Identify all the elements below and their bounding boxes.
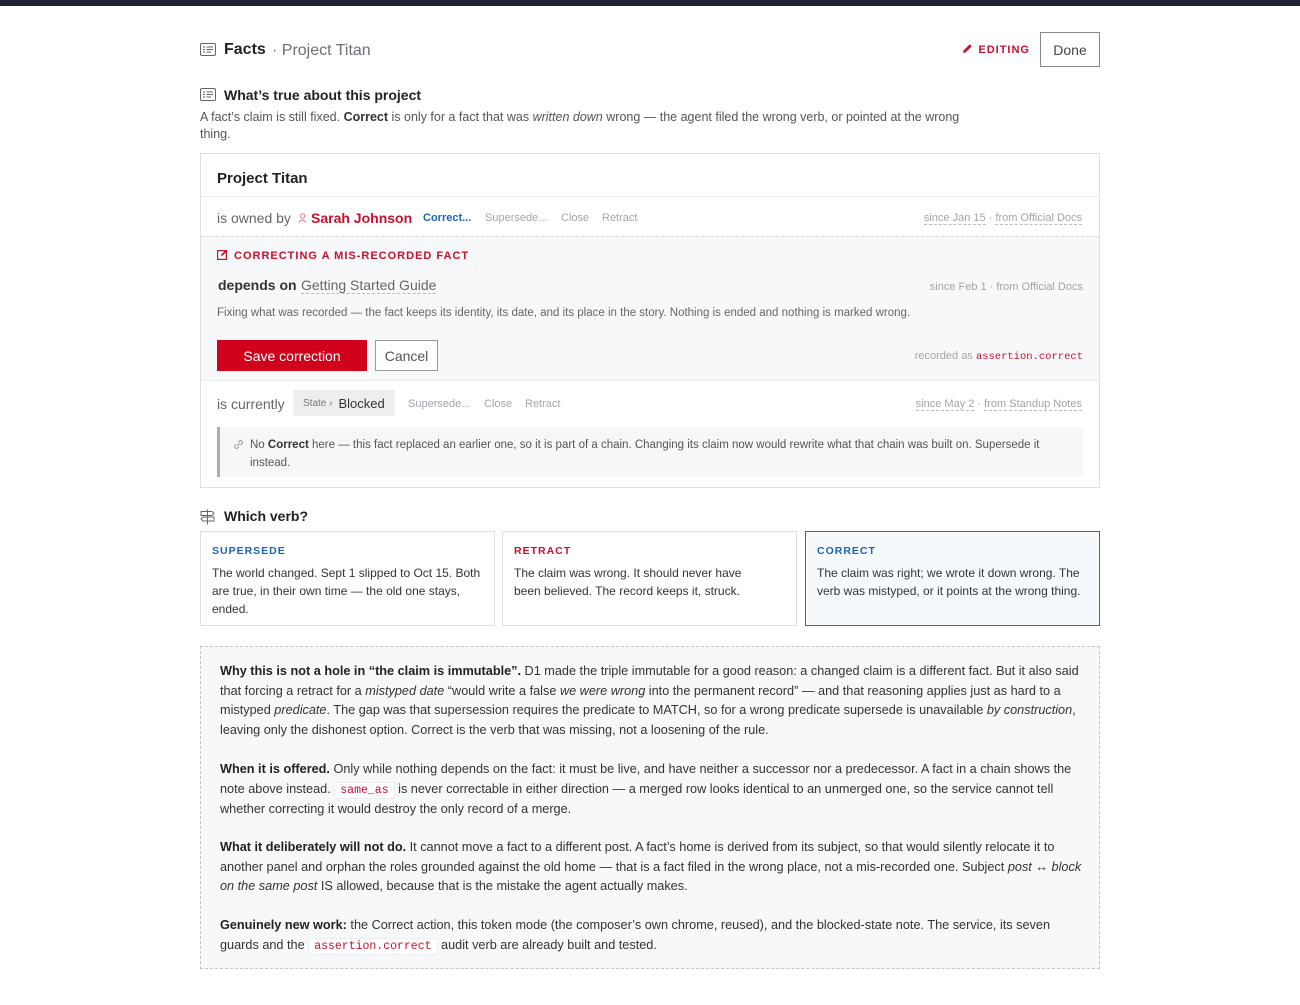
intro-text: A fact’s claim is still fixed. Correct is only for a fact that was written down wrong — the agent filed the wrong verb, or pointed at the wrong thing.: [200, 110, 960, 141]
save-correction-button[interactable]: Save correction: [217, 340, 367, 371]
verb-cards: [200, 531, 1100, 627]
rationale-paragraph: Genuinely new work: the Correct action, this token mode (the composer’s own chrome, reused), and the blocked-state note. The service, its seven guards and the assertion.correct audit verb are already built and tested.: [220, 918, 1051, 953]
fact-predicate: is currently: [217, 396, 285, 412]
section-heading: [200, 87, 600, 105]
fact-row: [201, 196, 1099, 236]
verb-card-correct[interactable]: [805, 531, 1100, 626]
predicate-token[interactable]: depends on: [218, 277, 297, 293]
supersede-action[interactable]: Supersede...: [408, 398, 471, 410]
fact-object[interactable]: [298, 210, 412, 226]
list-card-icon: [200, 43, 216, 59]
fact-source[interactable]: from Official Docs: [995, 212, 1082, 224]
token-key: State ›: [303, 397, 333, 409]
fact-meta: since Jan 15 · from Official Docs: [923, 212, 1082, 224]
signpost-icon: [200, 509, 215, 528]
editing-label: EDITING: [978, 44, 1030, 56]
verb-label: SUPERSEDE: [212, 545, 286, 557]
audit-verb-code: assertion.correct: [975, 351, 1083, 363]
person-icon: [298, 210, 307, 226]
verb-description: The claim was right; we wrote it down wrong. The verb was mistyped, or it points at the wrong thing.: [817, 566, 1081, 598]
supersede-action[interactable]: Supersede...: [485, 212, 548, 224]
correction-heading: CORRECTING A MIS-RECORDED FACT: [217, 249, 469, 263]
rationale-box: [200, 646, 1100, 969]
state-token[interactable]: [293, 390, 395, 416]
retract-action[interactable]: Retract: [525, 398, 561, 410]
page-subtitle: · Project Titan: [272, 42, 371, 59]
list-card-icon: [200, 88, 216, 104]
verb-description: The claim was wrong. It should never have been believed. The record keeps it, struck.: [514, 566, 742, 598]
section-title: What’s true about this project: [224, 87, 422, 103]
close-action[interactable]: Close: [561, 212, 590, 224]
correction-meta: since Feb 1 · from Official Docs: [929, 281, 1083, 293]
verb-label: CORRECT: [817, 545, 876, 557]
retract-action[interactable]: Retract: [602, 212, 638, 224]
edit-square-icon: [217, 249, 228, 263]
fact-since[interactable]: since May 2: [915, 398, 975, 410]
recorded-as: recorded as assertion.correct: [914, 350, 1083, 363]
fact-meta: since May 2 · from Standup Notes: [915, 398, 1082, 410]
page-title: Facts: [224, 41, 266, 58]
editing-indicator: [962, 43, 1030, 57]
fact-since[interactable]: since Jan 15: [923, 212, 986, 224]
person-name: Sarah Johnson: [311, 210, 413, 226]
code-assertion-correct: assertion.correct: [308, 938, 437, 955]
facts-panel: [200, 153, 1100, 488]
correction-editor: [201, 236, 1099, 381]
verb-card-supersede[interactable]: [200, 531, 495, 626]
fact-source[interactable]: from Standup Notes: [984, 398, 1082, 410]
link-icon: [234, 437, 243, 452]
object-token[interactable]: Getting Started Guide: [301, 277, 437, 293]
top-bar: [0, 0, 1300, 6]
verb-description: The world changed. Sept 1 slipped to Oct 15. Both are true, in their own time — the old one stays, ended.: [212, 566, 481, 616]
fact-predicate: is owned by: [217, 210, 291, 226]
token-value: Blocked: [338, 395, 385, 411]
chain-note: No Correct here — this fact replaced an earlier one, so it is part of a chain. Changing its claim now would rewrite what that chain was built on. Supersede it instead.: [217, 427, 1083, 477]
verb-card-retract[interactable]: [502, 531, 797, 626]
subject-title: Project Titan: [217, 170, 308, 187]
section-title: Which verb?: [224, 508, 309, 524]
page-header: [200, 32, 1100, 68]
close-action[interactable]: Close: [484, 398, 513, 410]
correct-action[interactable]: Correct...: [423, 212, 472, 224]
rationale-paragraph: Why this is not a hole in “the claim is immutable”. D1 made the triple immutable for a good reason: a changed claim is a different fact. But it also said that forcing a retract for a mistyped date “would write a false we were wrong into the permanent record” — and that reasoning applies just as hard to a mistyped predicate. The gap was that supersession requires the predicate to MATCH, so for a wrong predicate supersede is unavailable by construction, leaving only the dishonest option. Correct is the verb that was missing, not a loosening of the rule.: [220, 664, 1079, 737]
section-heading: [200, 508, 600, 526]
done-button[interactable]: Done: [1040, 32, 1100, 67]
fact-row: [201, 381, 1099, 425]
pencil-icon: [962, 43, 973, 57]
cancel-button[interactable]: Cancel: [375, 340, 438, 371]
rationale-paragraph: When it is offered. Only while nothing depends on the fact: it must be live, and have neither a successor nor a predecessor. A fact in a chain shows the note above instead. same_as is never correctable in either direction — a merged row looks identical to an unmerged one, so the service cannot tell whether correcting it would destroy the only record of a merge.: [220, 762, 1072, 817]
correction-note: Fixing what was recorded — the fact keeps its identity, its date, and its place in the story. Nothing is ended and nothing is marked wrong.: [217, 307, 911, 319]
code-same-as: same_as: [334, 782, 394, 799]
verb-label: RETRACT: [514, 545, 572, 557]
rationale-paragraph: What it deliberately will not do. It cannot move a fact to a different post. A fact’s home is derived from its subject, so that would silently relocate it to another panel and orphan the roles grounded against the old home — that is a fact filed in the wrong place, not a mis-recorded one. Subject post ↔ block on the same post IS allowed, because that is the mistake the agent actually makes.: [220, 840, 1082, 894]
